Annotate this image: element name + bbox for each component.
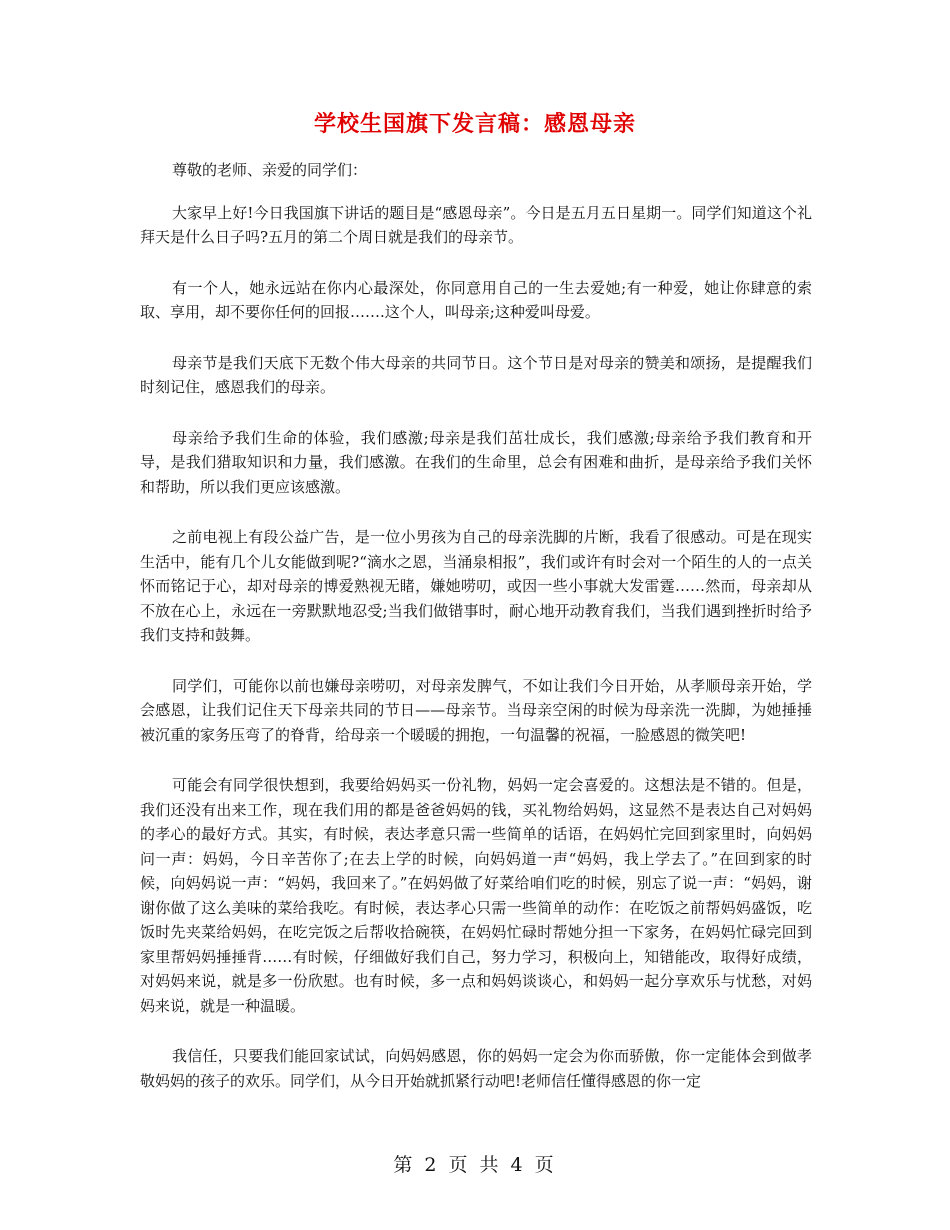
page-number-footer: 第 2 页 共 4 页 [393,1154,557,1176]
paragraph: 同学们，可能你以前也嫌母亲唠叨，对母亲发脾气，不如让我们今日开始，从孝顺母亲开始，学会感恩，让我们记住天下母亲共同的节日——母亲节。当母亲空闲的时候为母亲洗一洗脚，为她捶捶被沉重的家务压弯了的脊背，给母亲一个暖暖的拥抱，一句温馨的祝福，一脸感恩的微笑吧! [140,676,812,744]
paragraph: 我信任，只要我们能回家试试，向妈妈感恩，你的妈妈一定会为你而骄傲，你一定能体会到做孝敬妈妈的孩子的欢乐。同学们，从今日开始就抓紧行动吧!老师信任懂得感恩的你一定 [140,1047,812,1090]
greeting: 尊敬的老师、亲爱的同学们： [172,161,368,179]
paragraph: 有一个人，她永远站在你内心最深处，你同意用自己的一生去爱她;有一种爱，她让你肆意的索取、享用，却不要你任何的回报…….这个人，叫母亲;这种爱叫母爱。 [140,278,812,321]
paragraph: 可能会有同学很快想到，我要给妈妈买一份礼物，妈妈一定会喜爱的。这想法是不错的。但是，我们还没有出来工作，现在我们用的都是爸爸妈妈的钱，买礼物给妈妈，这显然不是表达自己对妈妈的孝心的最好方式。其实，有时候，表达孝意只需一些简单的话语，在妈妈忙完回到家里时，向妈妈问一声：妈妈，今日辛苦你了;在去上学的时候，向妈妈道一声“妈妈，我上学去了。”在回到家的时候，向妈妈说一声：“妈妈，我回来了。”在妈妈做了好菜给咱们吃的时候，别忘了说一声：“妈妈，谢谢你做了这么美味的菜给我吃。有时候，表达孝心只需一些简单的动作：在吃饭之前帮妈妈盛饭，吃饭时先夹菜给妈妈，在吃完饭之后帮收拾碗筷，在妈妈忙碌时帮她分担一下家务，在妈妈忙碌完回到家里帮妈妈捶捶背……有时候，仔细做好我们自己，努力学习，积极向上，知错能改，取得好成绩，对妈妈来说，就是多一份欣慰。也有时候，多一点和妈妈谈谈心，和妈妈一起分享欢乐与忧愁，对妈妈来说，就是一种温暖。 [140,776,812,1015]
paragraph: 大家早上好!今日我国旗下讲话的题目是“感恩母亲”。今日是五月五日星期一。同学们知道这个礼拜天是什么日子吗?五月的第二个周日就是我们的母亲节。 [140,203,812,246]
paragraph: 母亲节是我们天底下无数个伟大母亲的共同节日。这个节日是对母亲的赞美和颂扬，是提醒我们时刻记住，感恩我们的母亲。 [140,353,812,396]
paragraph: 之前电视上有段公益广告，是一位小男孩为自己的母亲洗脚的片断，我看了很感动。可是在现实生活中，能有几个儿女能做到呢?“滴水之恩，当涌泉相报”，我们或许有时会对一个陌生的人的一点关怀而铭记于心，却对母亲的博爱熟视无睹，嫌她唠叨，或因一些小事就大发雷霆……然而，母亲却从不放在心上，永远在一旁默默地忍受;当我们做错事时，耐心地开动教育我们，当我们遇到挫折时给予我们支持和鼓舞。 [140,528,812,644]
paragraph: 母亲给予我们生命的体验，我们感激;母亲是我们茁壮成长，我们感激;母亲给予我们教育和开导，是我们猎取知识和力量，我们感激。在我们的生命里，总会有困难和曲折，是母亲给予我们关怀和帮助，所以我们更应该感激。 [140,428,812,496]
document-body [140,158,812,1093]
page-title: 学校生国旗下发言稿：感恩母亲 [313,111,636,137]
